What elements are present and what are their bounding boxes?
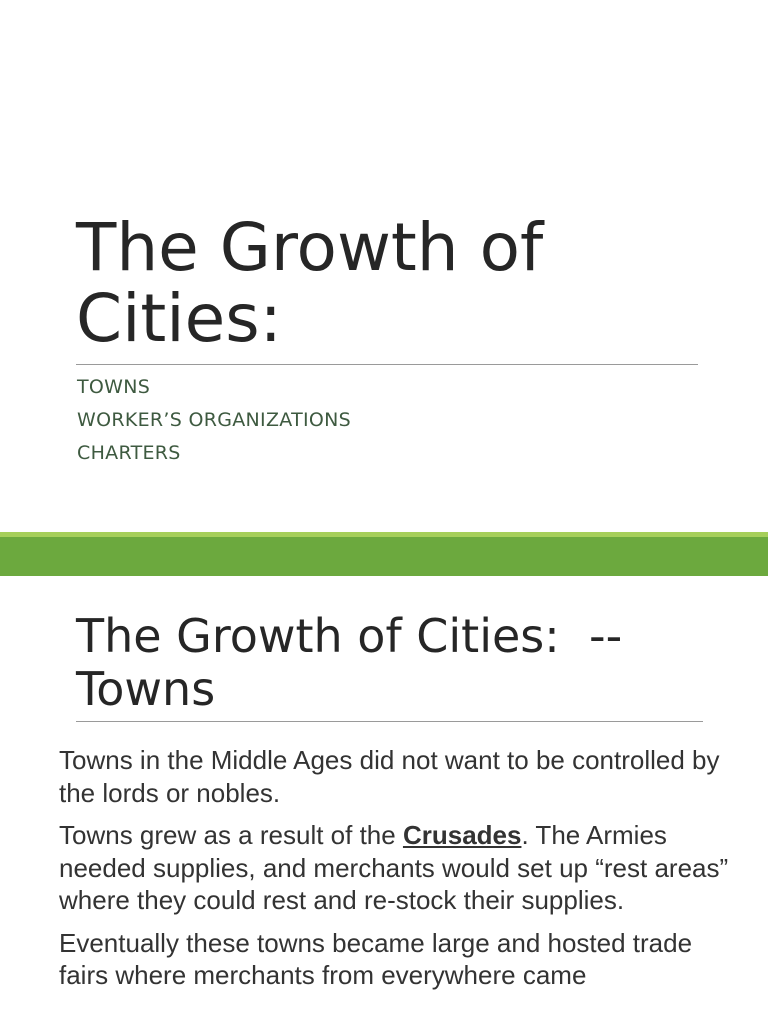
- subtitle-list: [77, 371, 351, 470]
- subtitle-item-charters: CHARTERS: [77, 442, 181, 464]
- paragraph-crusades: [59, 819, 739, 917]
- paragraph-crusades-rest: . The Armies needed supplies, and merchants would set up “rest areas” where they could rest and re-stock their supplies.: [59, 820, 729, 915]
- crusades-emphasis: Crusades: [402, 820, 522, 850]
- content-slide: [0, 576, 768, 1024]
- content-slide-title: [76, 610, 726, 716]
- content-slide-title-line-2: Towns: [76, 662, 216, 716]
- subtitle-item-workers-organizations: WORKER’S ORGANIZATIONS: [77, 409, 352, 431]
- subtitle-item-towns: TOWNS: [77, 376, 151, 398]
- slide-title: [76, 209, 716, 357]
- paragraph-trade-fairs: Eventually these towns became large and hosted trade fairs where merchants from everywhere came: [59, 927, 693, 990]
- paragraph-towns-control: Towns in the Middle Ages did not want to be controlled by the lords or nobles.: [59, 745, 720, 808]
- slide-title-line-1: The Growth of: [76, 209, 544, 286]
- slide-title-line-2: Cities:: [76, 280, 282, 357]
- paragraph-crusades-lead: Towns grew as a result of the: [59, 820, 403, 850]
- content-title-divider-rule: [76, 721, 703, 722]
- title-divider-rule: [76, 364, 698, 365]
- content-body: [59, 744, 739, 1002]
- slide-separator-band: [0, 537, 768, 576]
- content-slide-title-line-1: The Growth of Cities: --: [76, 609, 623, 663]
